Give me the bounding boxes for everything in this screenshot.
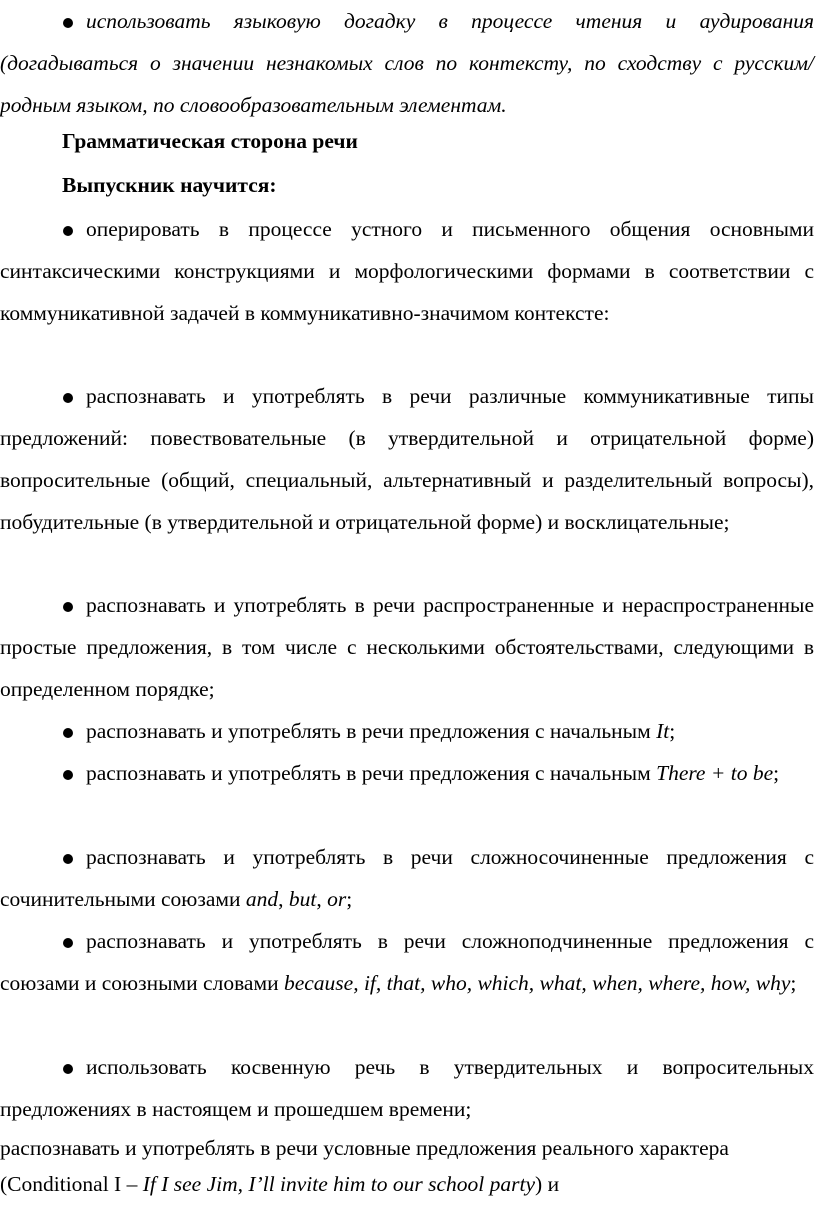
paragraph-text: распознавать и употреблять в речи предложения с начальным	[86, 761, 657, 785]
paragraph-text: распознавать и употреблять в речи условные предложения реального характера (Conditional I –	[0, 1136, 729, 1196]
bullet-icon	[62, 375, 86, 417]
paragraph-text: распознавать и употреблять в речи распространенные и нераспространенные простые предложения, в том числе с несколькими обстоятельствами, следующими в определенном порядке;	[0, 593, 814, 701]
bullet-icon	[62, 0, 86, 42]
punctuation: ;	[669, 719, 676, 743]
section-heading: Грамматическая сторона речи	[62, 129, 358, 153]
bullet-icon	[62, 1046, 86, 1088]
italic-term: and	[245, 887, 279, 911]
punctuation: ;	[346, 887, 353, 911]
paragraph-text: распознавать и употреблять в речи предложения с начальным	[86, 719, 657, 743]
paragraph-language-guess	[0, 0, 814, 126]
paragraph-initial-it	[0, 710, 814, 752]
paragraph-reported-speech	[0, 1046, 814, 1130]
italic-term: It	[656, 719, 670, 743]
paragraph-sentence-types	[0, 375, 814, 543]
paragraph-complex-sentences	[0, 920, 814, 1004]
punctuation: ,	[278, 887, 289, 911]
bullet-icon	[62, 752, 86, 794]
paragraph-text: использовать косвенную речь в утвердительных и вопросительных предложениях в настоящем и прошедшем времени;	[0, 1055, 814, 1121]
paragraph-conditional	[0, 1130, 814, 1202]
punctuation: ,	[316, 887, 328, 911]
italic-term: or	[327, 887, 347, 911]
bullet-icon	[62, 208, 86, 250]
paragraph-initial-there	[0, 752, 814, 794]
subsection-heading: Выпускник научится:	[62, 173, 277, 197]
punctuation: ;	[773, 761, 780, 785]
paragraph-text: распознавать и употреблять в речи различные коммуникативные типы предложений: повествовательные (в утвердительной и отрицательной форме) вопросительные (общий, специальный, альтернативный и разделительный вопросы), побудительные (в утвердительной и отрицательной форме) и восклицательные;	[0, 384, 814, 534]
bullet-icon	[62, 710, 86, 752]
paragraph-operate	[0, 208, 814, 334]
italic-example: If I see Jim, I’ll invite him to our school party	[142, 1172, 536, 1196]
italic-term: because, if, that, who, which, what, when, where, how, why	[283, 971, 791, 995]
paragraph-text: оперировать в процессе устного и письменного общения основными синтаксическими конструкциями и морфологическими формами в соответствии с коммуникативной задачей в коммуникативно-значимом контексте:	[0, 217, 814, 325]
italic-term: but	[288, 887, 317, 911]
bullet-icon	[62, 836, 86, 878]
italic-term: There + to be	[656, 761, 774, 785]
punctuation: ;	[790, 971, 797, 995]
paragraph-text: использовать языковую догадку в процессе чтения и аудирования (догадываться о значении незнакомых слов по контексту, по сходству с русским/ родным языком, по словообразовательным элементам.	[0, 9, 814, 117]
paragraph-text: распознавать и употреблять в речи сложноподчиненные предложения с союзами и союзными словами	[0, 929, 814, 995]
paragraph-compound-sentences	[0, 836, 814, 920]
punctuation: ) и	[535, 1172, 560, 1196]
bullet-icon	[62, 584, 86, 626]
paragraph-simple-sentences	[0, 584, 814, 710]
paragraph-text: распознавать и употреблять в речи сложносочиненные предложения с сочинительными союзами	[0, 845, 814, 911]
bullet-icon	[62, 920, 86, 962]
